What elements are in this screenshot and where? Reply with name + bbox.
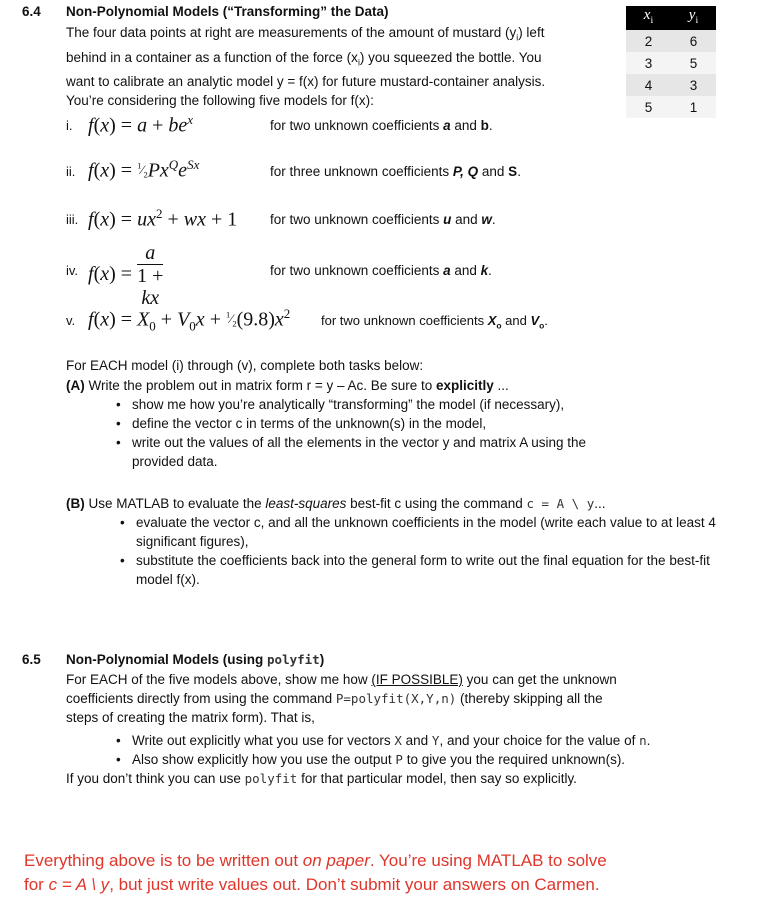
model-number: v. [66, 313, 76, 328]
table-cell: 4 [626, 74, 671, 96]
model-equation-iv: f(x) = a 1 + kx [88, 242, 164, 309]
table-cell: 1 [671, 96, 716, 118]
task-b-bullet: • evaluate the vector c, and all the unknown coefficients in the model (write each value to at least 4 significant figures), [118, 513, 718, 551]
model-description: for two unknown coefficients a and k. [270, 263, 492, 278]
data-table [626, 6, 716, 118]
table-cell: 3 [671, 74, 716, 96]
model-equation-i: $f(x) = a + be^x$ [88, 112, 194, 137]
model-description: for two unknown coefficients $X_o$ and $V_o$. [321, 313, 548, 331]
intro-line: ) you squeezed the bottle. You [359, 49, 542, 65]
model-equation-v: $f(x) = X_0 + V_0x$ + $^1⁄_2(9.8)x^2$ [88, 306, 291, 334]
intro-line: You’re considering the following five models for f(x): [66, 93, 374, 109]
model-equation-iii: $f(x) = ux^2$ + wx + 1 [88, 206, 238, 231]
subscript: i [357, 57, 360, 68]
section-number: 6.5 [22, 652, 41, 667]
task-b-bullet: • substitute the coefficients back into the general form to write out the final equation for the best-fit model f(x). [118, 551, 718, 589]
task-a-bullet: • show me how you’re analytically “transforming” the model (if necessary), [114, 395, 626, 414]
table-cell: 3 [626, 52, 671, 74]
section-65-body: For EACH of the five models above, show me how (IF POSSIBLE) you can get the unknown coefficients directly from using the command P=polyfit(X,Y,n) (thereby skipping all the steps of creating the matrix form). That is, • Write out explicitly what you use for vectors X and Y, and your choice for the value of n. • Also show explicitly how you use the output P to give you the required unknown(s). If you don’t think you can use polyfit for that particular model, then say so explicitly. [66, 670, 746, 788]
table-cell: 5 [626, 96, 671, 118]
task-intro: For EACH model (i) through (v), complete both tasks below: [66, 358, 424, 373]
section-title: Non-Polynomial Models (using polyfit) [66, 652, 325, 667]
intro-paragraph [66, 23, 611, 110]
task-a: (A) Write the problem out in matrix form r = y – Ac. Be sure to explicitly ... • show me how you’re analytically “transforming” the model (if necessary), • define the vector c in terms of the unknown(s) in the model, • write out the values of all the elements in the vector y and matrix A using the provided data. [66, 376, 626, 471]
table-cell: 5 [671, 52, 716, 74]
table-header-x: $x_i$ [626, 6, 671, 30]
table-cell: 6 [671, 30, 716, 52]
intro-line: ) left [518, 25, 545, 40]
model-description: for two unknown coefficients a and b. [270, 118, 493, 133]
model-equation-ii: $f(x) = ^1⁄_2Px^Qe^{Sx}$ [88, 157, 200, 182]
section-65-bullet: • Also show explicitly how you use the output P to give you the required unknown(s). [114, 750, 746, 769]
task-a-bullet: • define the vector c in terms of the unknown(s) in the model, [114, 414, 626, 433]
section-title: Non-Polynomial Models (“Transforming” the Data) [66, 4, 389, 19]
section-number: 6.4 [22, 4, 41, 19]
footer-note: Everything above is to be written out on paper. You’re using MATLAB to solve for c = A \ y, but just write values out. Don’t submit your answers on Carmen. [24, 851, 607, 894]
intro-line: want to calibrate an analytic model y = f(x) for future mustard-container analysis. [66, 74, 546, 90]
model-number: ii. [66, 164, 76, 179]
model-description: for two unknown coefficients u and w. [270, 212, 496, 227]
model-description: for three unknown coefficients P, Q and S. [270, 164, 521, 179]
table-cell: 2 [626, 30, 671, 52]
model-number: i. [66, 118, 73, 133]
model-number: iv. [66, 263, 79, 278]
intro-line: The four data points at right are measurements of the amount of mustard (y [66, 25, 517, 40]
task-a-bullet: • write out the values of all the elements in the vector y and matrix A using the provided data. [114, 433, 626, 471]
table-header-y: $y_i$ [671, 6, 716, 30]
task-b: (B) Use MATLAB to evaluate the least-squares best-fit c using the command c = A \ y... • evaluate the vector c, and all the unknown coefficients in the model (write each value to at least 4 significant figures), • substitute the coefficients back into the general form to write out the final equation for the best-fit model f(x). [66, 494, 726, 589]
intro-line: behind in a container as a function of the force (x [66, 49, 358, 65]
section-65-bullet: • Write out explicitly what you use for vectors X and Y, and your choice for the value of n. [114, 731, 746, 750]
subscript: i [516, 32, 519, 43]
model-number: iii. [66, 212, 79, 227]
